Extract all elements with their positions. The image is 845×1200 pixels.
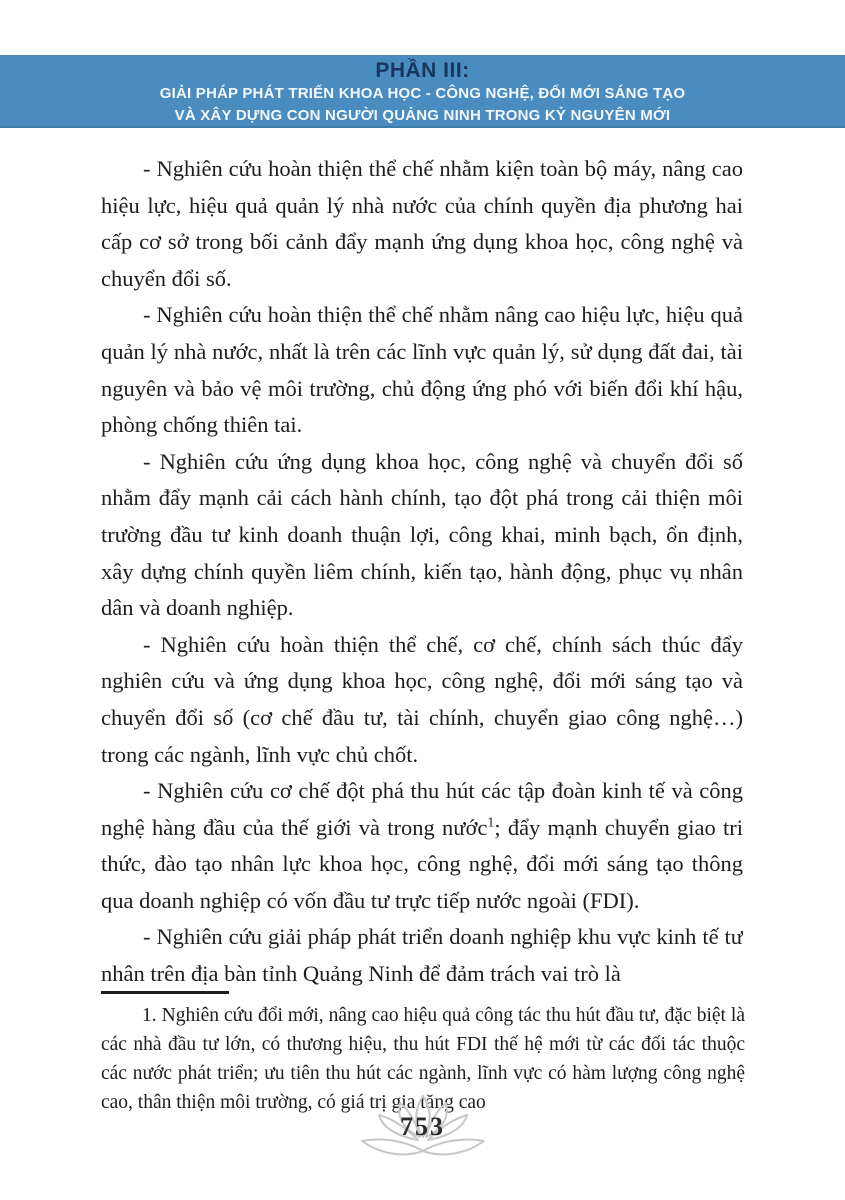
footnote-text: 1. Nghiên cứu đổi mới, nâng cao hiệu quả công tác thu hút đầu tư, đặc biệt là các nhà đầu tư lớn, có thương hiệu, thu hút FDI thế hệ mới từ các đối tác thuộc các nước phát triển; ưu tiên thu hút các ngành, lĩnh vực có hàm lượng công nghệ cao, thân thiện môi trường, có giá trị gia tăng cao bbox=[101, 1005, 745, 1113]
page-body bbox=[101, 151, 743, 993]
part-label: PHẦN III: bbox=[375, 59, 470, 82]
paragraph: - Nghiên cứu giải pháp phát triển doanh nghiệp khu vực kinh tế tư nhân trên địa bàn tỉnh Quảng Ninh để đảm trách vai trò là bbox=[101, 924, 743, 987]
paragraph bbox=[101, 773, 743, 919]
part-subtitle-line1: GIẢI PHÁP PHÁT TRIỂN KHOA HỌC - CÔNG NGHỆ, ĐỔI MỚI SÁNG TẠO bbox=[159, 85, 686, 102]
footnote-block bbox=[101, 991, 745, 1117]
footnote-separator-rule bbox=[101, 991, 229, 994]
paragraph: - Nghiên cứu hoàn thiện thể chế nhằm nâng cao hiệu lực, hiệu quả quản lý nhà nước, nhất là trên các lĩnh vực quản lý, sử dụng đất đai, tài nguyên và bảo vệ môi trường, chủ động ứng phó với biến đổi khí hậu, phòng chống thiên tai. bbox=[101, 302, 743, 438]
paragraph: - Nghiên cứu hoàn thiện thể chế nhằm kiện toàn bộ máy, nâng cao hiệu lực, hiệu quả quản lý nhà nước của chính quyền địa phương hai cấp cơ sở trong bối cảnh đẩy mạnh ứng dụng khoa học, công nghệ và chuyển đổi số. bbox=[101, 156, 743, 291]
page-number: 753 bbox=[400, 1112, 445, 1141]
part-banner bbox=[0, 55, 845, 128]
paragraph: - Nghiên cứu ứng dụng khoa học, công nghệ và chuyển đổi số nhằm đẩy mạnh cải cách hành chính, tạo đột phá trong cải thiện môi trường đầu tư kinh doanh thuận lợi, công khai, minh bạch, ổn định, xây dựng chính quyền liêm chính, kiến tạo, hành động, phục vụ nhân dân và doanh nghiệp. bbox=[101, 448, 743, 621]
paragraph-text: - Nghiên cứu cơ chế đột phá thu hút các tập đoàn kinh tế và công nghệ hàng đầu của thế giới và trong nước bbox=[101, 778, 743, 840]
paragraph: - Nghiên cứu hoàn thiện thể chế, cơ chế, chính sách thúc đẩy nghiên cứu và ứng dụng khoa học, công nghệ, đổi mới sáng tạo và chuyển đổi số (cơ chế đầu tư, tài chính, chuyển giao công nghệ…) trong các ngành, lĩnh vực chủ chốt. bbox=[101, 631, 743, 767]
part-subtitle-line2: VÀ XÂY DỰNG CON NGƯỜI QUẢNG NINH TRONG KỶ NGUYÊN MỚI bbox=[174, 107, 671, 124]
paragraph-text: ; đẩy mạnh chuyển giao tri thức, đào tạo nhân lực khoa học, công nghệ, đổi mới sáng tạo thông qua doanh nghiệp có vốn đầu tư trực tiếp nước ngoài (FDI). bbox=[101, 814, 743, 913]
footnote-reference-marker: 1 bbox=[487, 815, 495, 831]
